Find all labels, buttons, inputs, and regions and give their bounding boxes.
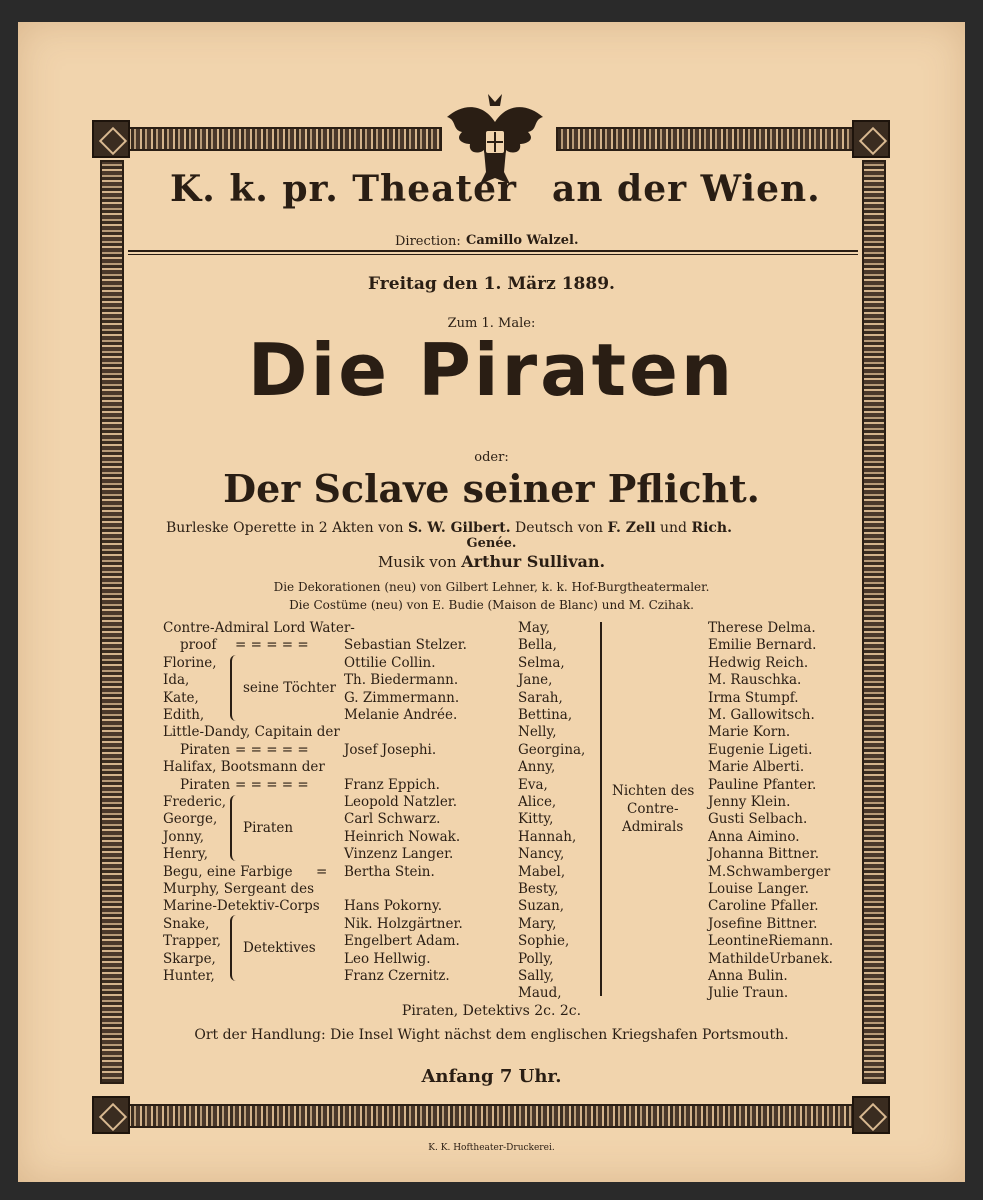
cast-left-role: Frederic, xyxy=(163,794,227,810)
cast-right-role: Mary, xyxy=(518,915,557,932)
cast-left-actor: Leopold Natzler. xyxy=(344,794,458,810)
cast-left-actor: Engelbert Adam. xyxy=(344,933,460,950)
cast-left-role: Skarpe, xyxy=(163,950,216,967)
cast-right-actor: Marie Alberti. xyxy=(708,759,805,776)
cast-right-actor: Jenny Klein. xyxy=(708,794,791,810)
cast-right-actor: LeontineRiemann. xyxy=(708,933,834,950)
cast-right-role: Kitty, xyxy=(518,811,554,828)
cast-right-role: Sophie, xyxy=(518,933,570,950)
cast-right-actor: Emilie Bernard. xyxy=(708,637,817,654)
cast-left-role: George, xyxy=(163,811,218,828)
cast-right-role: Bella, xyxy=(518,637,557,654)
cast-left-role: Florine, xyxy=(163,654,217,671)
cast-right-role: Anny, xyxy=(518,759,556,776)
translator: F. Zell xyxy=(607,520,656,536)
cast-right-role: Nelly, xyxy=(518,724,557,741)
cast-right-role: Maud, xyxy=(518,985,562,1002)
cast-left-actor: Franz Czernitz. xyxy=(344,968,450,984)
cast-right-actor: Irma Stumpf. xyxy=(708,689,799,706)
cast-left-role: Piraten xyxy=(180,776,231,793)
cast-right-actor: M. Rauschka. xyxy=(708,672,802,689)
cast-left-role: Murphy, Sergeant des xyxy=(163,881,315,897)
cast-right-actor: Hedwig Reich. xyxy=(708,654,809,671)
cast-left-dots: = = = = = xyxy=(235,741,309,758)
cast-left-role: Snake, xyxy=(163,915,210,932)
cast-right-role: Bettina, xyxy=(518,707,573,723)
cast-left-actor: Nik. Holzgärtner. xyxy=(344,915,463,932)
cast-left-actor: G. Zimmermann. xyxy=(344,689,460,706)
first-performance-note: Zum 1. Male: xyxy=(447,316,536,331)
cast-right-role: Alice, xyxy=(518,794,557,810)
cast-left-dots: = xyxy=(316,863,328,880)
direction-label: Direction: xyxy=(395,234,461,249)
music-credit: Musik von Arthur Sullivan. xyxy=(377,552,606,571)
printer-credit: K. K. Hoftheater-Druckerei. xyxy=(428,1143,555,1153)
cast-right-role: Sarah, xyxy=(518,689,563,706)
cast-right-actor: Pauline Pfanter. xyxy=(708,776,817,793)
nieces-label-1: Nichten des xyxy=(612,783,695,799)
director-name: Camillo Walzel. xyxy=(466,233,579,248)
credits-line-2: Genée. xyxy=(466,536,517,551)
start-time: Anfang 7 Uhr. xyxy=(421,1066,562,1087)
cast-right-actor: Johanna Bittner. xyxy=(708,846,820,863)
decorations-credit: Die Dekorationen (neu) von Gilbert Lehner, k. k. Hof-Burgtheatermaler. xyxy=(273,580,710,594)
cast-left-actor: Th. Biedermann. xyxy=(344,672,459,689)
theater-name-right: an der Wien. xyxy=(552,168,821,210)
cast-left-actor: Melanie Andrée. xyxy=(344,707,458,723)
cast-left-actor: Bertha Stein. xyxy=(344,863,435,880)
cast-left-role: Trapper, xyxy=(163,933,222,950)
cast-left-dots: = = = = = xyxy=(235,776,309,793)
cast-left-role: Jonny, xyxy=(163,828,205,845)
cast-left-role: Edith, xyxy=(163,707,205,723)
cast-right-actor: Julie Traun. xyxy=(708,985,789,1002)
cast-right-role: Hannah, xyxy=(518,828,577,845)
cast-left-role: Contre-Admiral Lord Water- xyxy=(163,620,355,636)
cast-left-role: Kate, xyxy=(163,689,199,706)
cast-right-actor: Anna Bulin. xyxy=(708,968,788,984)
group-pirates-label: Piraten xyxy=(243,820,294,836)
cast-left-actor: Ottilie Collin. xyxy=(344,654,436,671)
cast-left-role: Henry, xyxy=(163,846,209,863)
cast-left-role: Little-Dandy, Capitain der xyxy=(163,724,340,741)
cast-left-role: Hunter, xyxy=(163,968,215,984)
cast-right-actor: M.Schwamberger xyxy=(708,863,831,880)
extras-line: Piraten, Detektivs 2c. 2c. xyxy=(401,1003,582,1019)
cast-left-actor: Sebastian Stelzer. xyxy=(344,637,467,654)
librettist: S. W. Gilbert. xyxy=(407,520,511,536)
cast-left-dots: = = = = = xyxy=(235,637,309,654)
cast-right-role: Jane, xyxy=(518,672,553,689)
cast-left-role: Begu, eine Farbige xyxy=(163,863,293,880)
cast-right-role: Nancy, xyxy=(518,846,565,863)
play-subtitle: Der Sclave seiner Pflicht. xyxy=(223,466,760,511)
performance-date: Freitag den 1. März 1889. xyxy=(368,274,615,294)
cast-left-role: Piraten xyxy=(180,741,231,758)
oder-label: oder: xyxy=(474,450,509,465)
costumes-credit: Die Costüme (neu) von E. Budie (Maison de Blanc) und M. Czihak. xyxy=(289,598,694,612)
composer: Arthur Sullivan. xyxy=(461,552,606,571)
cast-right-role: Mabel, xyxy=(518,863,566,880)
cast-divider xyxy=(600,622,602,996)
cast-right-actor: M. Gallowitsch. xyxy=(708,707,815,723)
cast-left-actor: Vinzenz Langer. xyxy=(344,846,454,863)
cast-left-actor: Josef Josephi. xyxy=(344,741,437,758)
cast-right-actor: Josefine Bittner. xyxy=(708,915,818,932)
cast-left-actor: Leo Hellwig. xyxy=(344,950,431,967)
cast-left-role: Halifax, Bootsmann der xyxy=(163,759,325,776)
cast-right-actor: Gusti Selbach. xyxy=(708,811,808,828)
group-daughters-label: seine Töchter xyxy=(243,680,336,696)
cast-right-role: Polly, xyxy=(518,950,554,967)
cast-right-actor: Eugenie Ligeti. xyxy=(708,741,813,758)
theater-name-left: K. k. pr. Theater xyxy=(170,168,517,210)
cast-right-role: Georgina, xyxy=(518,741,586,758)
cast-left-actor: Carl Schwarz. xyxy=(344,811,441,828)
cast-right-role: Besty, xyxy=(518,881,559,897)
cast-right-actor: Therese Delma. xyxy=(708,620,816,636)
nieces-label-3: Admirals xyxy=(622,819,684,835)
header-rule xyxy=(128,250,858,252)
nieces-label-2: Contre- xyxy=(627,801,679,817)
cast-right-actor: Louise Langer. xyxy=(708,881,809,897)
cast-left-actor: Heinrich Nowak. xyxy=(344,828,461,845)
cast-right-role: Selma, xyxy=(518,654,565,671)
cast-right-actor: Anna Aimino. xyxy=(708,828,800,845)
cast-left-role: Ida, xyxy=(163,672,190,689)
cast-right-role: May, xyxy=(518,620,550,636)
cast-right-role: Suzan, xyxy=(518,898,565,915)
play-title: Die Piraten xyxy=(247,328,736,412)
cast-left-actor: Franz Eppich. xyxy=(344,776,440,793)
location-line: Ort der Handlung: Die Insel Wight nächst dem englischen Kriegshafen Portsmouth. xyxy=(194,1027,789,1043)
cast-left-role: Marine-Detektiv-Corps xyxy=(163,898,320,915)
cast-left-role: proof xyxy=(180,637,217,654)
group-detectives-label: Detektives xyxy=(243,940,316,956)
credits-line: Burleske Operette in 2 Akten von S. W. Gilbert. Deutsch von F. Zell und Rich. xyxy=(166,520,732,536)
cast-right-role: Sally, xyxy=(518,968,555,984)
cast-left-actor: Hans Pokorny. xyxy=(344,898,442,915)
cast-right-actor: Marie Korn. xyxy=(708,724,791,741)
cast-right-actor: Caroline Pfaller. xyxy=(708,898,819,915)
cast-right-actor: MathildeUrbanek. xyxy=(708,950,833,967)
cast-right-role: Eva, xyxy=(518,776,548,793)
